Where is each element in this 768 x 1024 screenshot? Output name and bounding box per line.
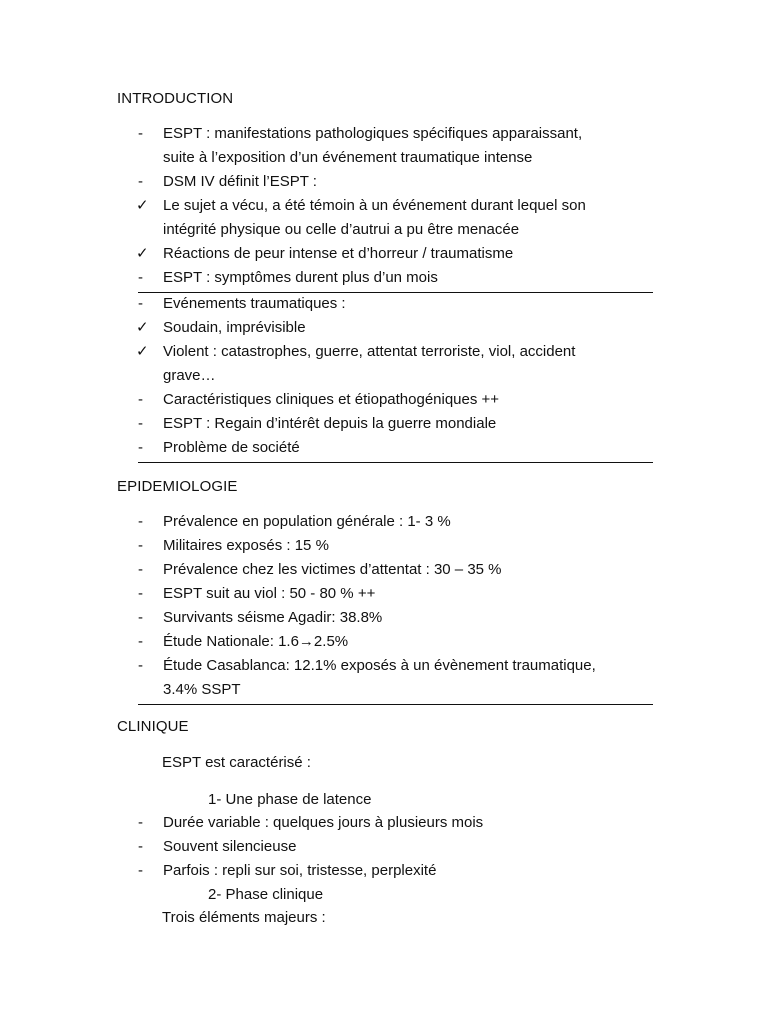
list-item-text: Violent : catastrophes, guerre, attentat terroriste, viol, accident [163,343,576,360]
list-item-text: Prévalence chez les victimes d’attentat : 30 – 35 % [163,561,502,578]
clinique-phase-1-list [117,811,657,883]
section-title-epidemiologie: EPIDEMIOLOGIE [117,478,238,495]
checkmark-icon: ✓ [136,343,149,360]
list-item-text: ESPT : symptômes durent plus d’un mois [163,269,438,286]
list-item [117,835,657,859]
dash-bullet: - [138,391,143,408]
list-item [117,510,657,534]
list-item [117,534,657,558]
dash-bullet: - [138,814,143,831]
dash-bullet: - [138,269,143,286]
dash-bullet: - [138,295,143,312]
list-item [117,558,657,582]
checkmark-icon: ✓ [136,245,149,262]
clinique-closing: Trois éléments majeurs : [162,909,326,926]
list-item-text: Le sujet a vécu, a été témoin à un événement durant lequel son [163,197,586,214]
clinique-intro: ESPT est caractérisé : [162,754,311,771]
list-item-text: grave… [163,367,216,384]
list-item [117,388,657,412]
list-item-text: ESPT : Regain d’intérêt depuis la guerre mondiale [163,415,497,432]
clinique-phase-1: 1- Une phase de latence [208,791,372,808]
list-item [117,606,657,630]
list-item-text: Étude Casablanca: 12.1% exposés à un évènement traumatique, [163,657,596,674]
dash-bullet: - [138,415,143,432]
list-item [117,292,657,316]
list-item [117,242,657,266]
dash-bullet: - [138,862,143,879]
list-item-text: suite à l’exposition d’un événement traumatique intense [163,149,533,166]
list-item [117,412,657,436]
section-title-clinique: CLINIQUE [117,718,189,735]
list-item [117,340,657,388]
list-item [117,316,657,340]
list-item [117,170,657,194]
clinique-phase-2: 2- Phase clinique [208,886,324,903]
list-item-text: Parfois : repli sur soi, tristesse, perplexité [163,862,437,879]
checkmark-icon: ✓ [136,197,149,214]
dash-bullet: - [138,439,143,456]
list-item-text: Durée variable : quelques jours à plusieurs mois [163,814,484,831]
list-item-text: Evénements traumatiques : [163,295,346,312]
dash-bullet: - [138,125,143,142]
list-item [117,436,657,460]
epidemiologie-list [117,510,657,705]
list-item-text: Étude Nationale: 1.6→2.5% [163,633,349,650]
list-item-text: ESPT : manifestations pathologiques spécifiques apparaissant, [163,125,583,142]
introduction-list-1 [117,122,657,293]
section-divider [138,462,653,463]
list-item-text: Caractéristiques cliniques et étiopathogéniques ++ [163,391,500,408]
dash-bullet: - [138,838,143,855]
dash-bullet: - [138,513,143,530]
list-item-text: Problème de société [163,439,300,456]
list-item-text: Survivants séisme Agadir: 38.8% [163,609,383,626]
list-item [117,582,657,606]
dash-bullet: - [138,609,143,626]
list-item [117,859,657,883]
list-item [117,194,657,242]
section-title-introduction: INTRODUCTION [117,90,234,107]
list-item-text: Souvent silencieuse [163,838,297,855]
dash-bullet: - [138,561,143,578]
dash-bullet: - [138,173,143,190]
list-item-text: Réactions de peur intense et d’horreur / traumatisme [163,245,514,262]
list-item [117,630,657,654]
list-item [117,811,657,835]
checkmark-icon: ✓ [136,319,149,336]
list-item [117,266,657,290]
list-item-text: Militaires exposés : 15 % [163,537,329,554]
dash-bullet: - [138,585,143,602]
section-divider [138,704,653,705]
list-item-text: ESPT suit au viol : 50 - 80 % ++ [163,585,376,602]
introduction-list-2 [117,292,657,463]
dash-bullet: - [138,657,143,674]
list-item [117,654,657,702]
list-item [117,122,657,170]
list-item-text: intégrité physique ou celle d’autrui a pu être menacée [163,221,520,238]
list-item-text: DSM IV définit l’ESPT : [163,173,317,190]
dash-bullet: - [138,537,143,554]
list-item-text: Prévalence en population générale : 1- 3 % [163,513,451,530]
dash-bullet: - [138,633,143,650]
list-item-text: Soudain, imprévisible [163,319,306,336]
list-item-text: 3.4% SSPT [163,681,241,698]
